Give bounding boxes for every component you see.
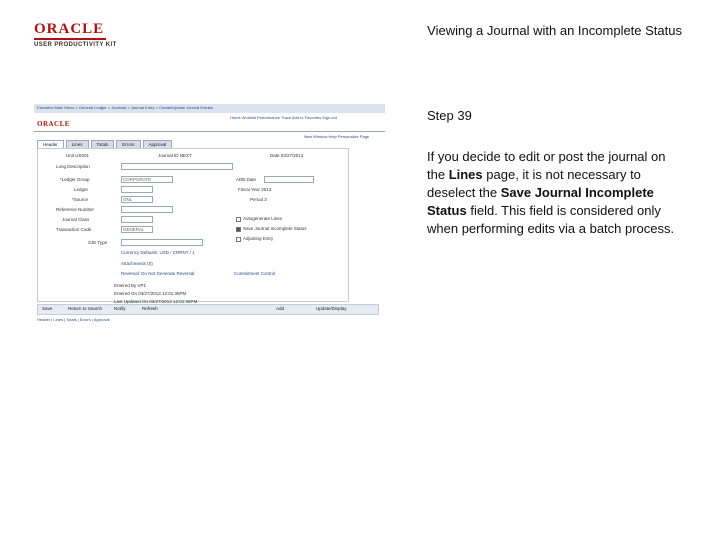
field-entered-by: Entered By VP1	[114, 283, 147, 288]
currency-defaults-link: Currency Defaults: USD / CRRNT / 1	[121, 250, 195, 255]
transaction-code-value: GENERAL	[123, 227, 145, 232]
adb-date-input	[264, 176, 314, 183]
step-label: Step 39	[427, 108, 472, 123]
adjusting-entry-label: Adjusting Entry	[243, 236, 274, 241]
field-ledger-group-label: *Ledger Group	[60, 177, 90, 182]
screenshot-oracle-logo: ORACLE	[37, 120, 70, 128]
instruction-bold-lines: Lines	[448, 167, 483, 182]
instruction-text	[427, 148, 685, 238]
logo-kit: USER PRODUCTIVITY KIT	[34, 42, 117, 48]
field-sje-type-label: SJE Type	[88, 240, 108, 245]
screenshot-new-window-links: New Window Help Personalize Page	[304, 134, 370, 139]
field-ledger-label: Ledger	[74, 187, 89, 192]
field-unit: Unit US001	[66, 153, 90, 158]
oracle-upk-logo	[34, 22, 124, 48]
long-description-input	[121, 163, 233, 170]
adjusting-entry-checkbox	[236, 237, 241, 242]
field-journal-class-label: Journal Class	[62, 217, 90, 222]
screenshot-form-panel	[37, 148, 349, 302]
autogenerate-lines-label: Autogenerate Lines	[243, 216, 283, 221]
ledger-group-value: CORPORATE	[123, 177, 152, 182]
screenshot-divider	[34, 131, 385, 132]
instruction-part-2: page, it is not necessary to deselect the	[427, 167, 641, 200]
update-display-button: Update/Display	[316, 306, 347, 311]
tab-errors: Errors	[116, 140, 140, 149]
save-journal-incomplete-label: Save Journal Incomplete Status	[243, 226, 307, 231]
field-reference-number-label: Reference Number	[56, 207, 95, 212]
instruction-part-3: field. This field is considered only when performing edits via a batch process.	[427, 203, 675, 236]
screenshot-footer-links: Header | Lines | Totals | Errors | Approval	[37, 317, 110, 322]
screenshot-menu-links: Home Worklist Performance Trace Add to Favorites Sign out	[230, 115, 337, 120]
source-value: ONL	[123, 197, 133, 202]
autogenerate-lines-checkbox	[236, 217, 241, 222]
tab-approval: Approval	[143, 140, 173, 149]
notify-button: Notify	[114, 306, 126, 311]
refresh-button: Refresh	[142, 306, 158, 311]
tab-header: Header	[37, 140, 64, 149]
instruction-part-1: If you decide to edit or post the journal on the	[427, 149, 666, 182]
field-source-label: *Source	[72, 197, 89, 202]
attachments-link: Attachments (0)	[121, 261, 153, 266]
field-last-updated: Last Updated On 03/27/2013 12:01:36PM	[114, 299, 198, 304]
logo-brand: ORACLE	[34, 21, 105, 37]
sje-type-select	[121, 239, 203, 246]
instruction-bold-field: Save Journal Incomplete Status	[427, 185, 654, 218]
reference-number-input	[121, 206, 173, 213]
field-journal-id: Journal ID NEXT	[158, 153, 192, 158]
field-long-description-label: Long Description	[56, 164, 90, 169]
screenshot-button-bar	[37, 304, 379, 315]
field-date: Date 03/27/2013	[270, 153, 304, 158]
logo-rule	[34, 38, 106, 40]
reversal-link: Reversal: Do Not Generate Reversal	[121, 271, 195, 276]
field-fiscal-year: Fiscal Year 2013	[238, 187, 272, 192]
commitment-control-link: Commitment Control	[234, 271, 276, 276]
application-screenshot	[34, 104, 385, 326]
ledger-input	[121, 186, 153, 193]
save-button: Save	[42, 306, 53, 311]
tab-totals: Totals	[91, 140, 115, 149]
field-period: Period 3	[250, 197, 267, 202]
add-button: Add	[276, 306, 285, 311]
save-journal-incomplete-checkbox	[236, 227, 241, 232]
screenshot-breadcrumbs: Favorites Main Menu > General Ledger > Journals > Journal Entry > Create/Update Journal Entries	[37, 105, 213, 110]
field-transaction-code-label: Transaction Code	[56, 227, 92, 232]
return-to-search-button: Return to Search	[68, 306, 103, 311]
journal-class-input	[121, 216, 153, 223]
field-adb-date-label: ADB Date	[236, 177, 257, 182]
page-title: Viewing a Journal with an Incomplete Status	[427, 23, 682, 38]
tab-lines: Lines	[66, 140, 89, 149]
field-entered-on: Entered On 03/27/2013 12:01:36PM	[114, 291, 187, 296]
